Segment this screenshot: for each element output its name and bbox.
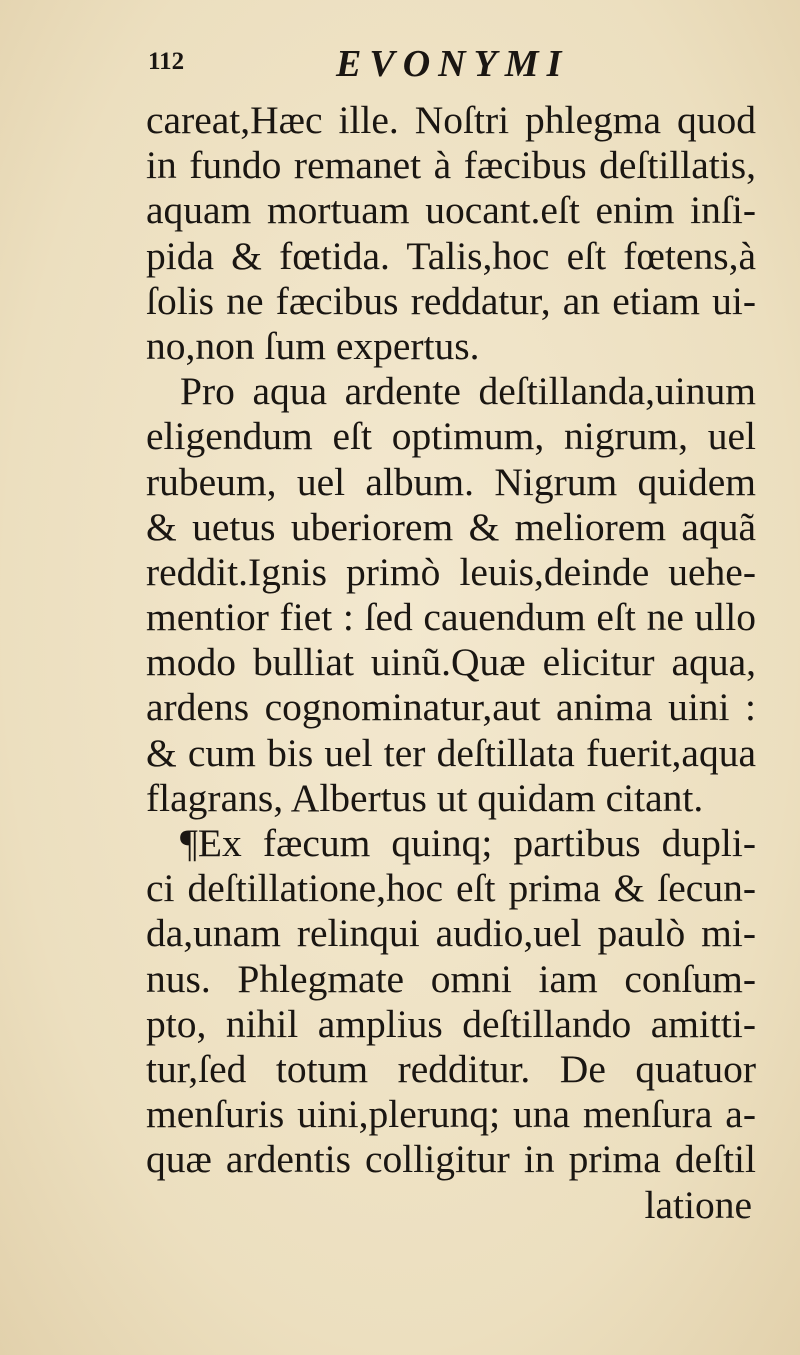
running-head: EVONYMI: [336, 43, 570, 85]
text-line: mentior fiet : ſed cauendum eſt ne ullo: [146, 595, 756, 640]
text-line: modo bulliat uinũ.Quæ elicitur aqua,: [146, 640, 756, 685]
text-line: ¶Ex fæcum quinq; partibus dupli-: [180, 821, 756, 865]
text-line: in fundo remanet à fæcibus deſtillatis,: [146, 143, 756, 188]
text-line: aquam mortuam uocant.eſt enim inſi-: [146, 188, 756, 233]
text-line: careat,Hæc ille. Noſtri phlegma quod: [146, 98, 756, 142]
text-line: da,unam relinqui audio,uel paulò mi-: [146, 911, 756, 956]
text-line: rubeum, uel album. Nigrum quidem: [146, 459, 756, 504]
text-line: Pro aqua ardente deſtillanda,uinum: [180, 369, 756, 414]
text-line: ſolis ne fæcibus reddatur, an etiam ui-: [146, 278, 756, 323]
text-line: nus. Phlegmate omni iam conſum-: [146, 956, 756, 1001]
text-line: & uetus uberiorem & meliorem aquã: [146, 504, 756, 549]
page-header: [140, 42, 660, 90]
text-line: ci deſtillatione,hoc eſt prima & ſecun-: [146, 866, 756, 911]
text-line: menſuris uini,plerunq; una menſura a-: [146, 1092, 756, 1137]
text-line: ardens cognominatur,aut anima uini :: [146, 685, 756, 730]
page-number: 112: [148, 48, 185, 75]
text-line: no,non ſum expertus.: [146, 323, 480, 368]
text-line: flagrans, Albertus ut quidam citant.: [146, 775, 704, 820]
text-line: tur,ſed totum redditur. De quatuor: [146, 1046, 756, 1091]
text-line: reddit.Ignis primò leuis,deinde uehe-: [146, 549, 756, 594]
catchword: latione: [644, 1182, 752, 1227]
text-line: & cum bis uel ter deſtillata fuerit,aqua: [146, 730, 756, 775]
text-line: pida & fœtida. Talis,hoc eſt fœtens,à: [146, 233, 756, 278]
text-line: eligendum eſt optimum, nigrum, uel: [146, 414, 756, 459]
text-line: quæ ardentis colligitur in prima deſtil: [146, 1137, 756, 1182]
body-text: [146, 98, 756, 1228]
text-line: pto, nihil amplius deſtillando amitti-: [146, 1001, 756, 1046]
